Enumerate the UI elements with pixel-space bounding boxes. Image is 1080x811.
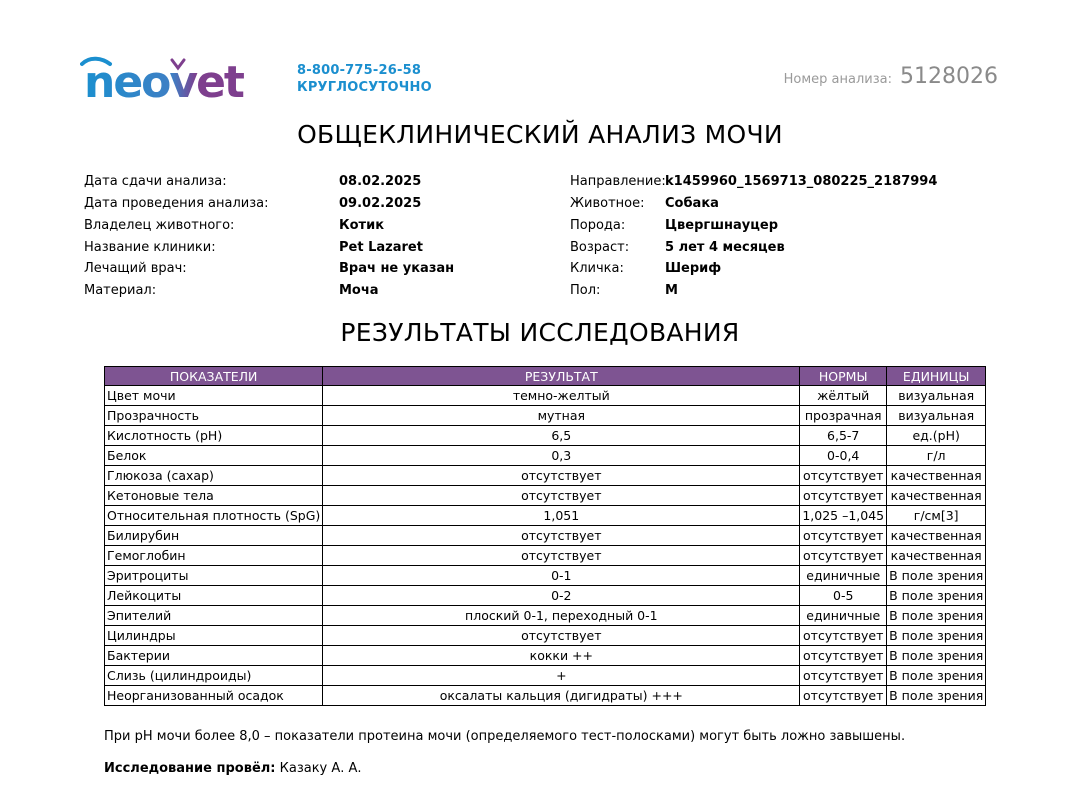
phone-number[interactable]: 8-800-775-26-58 bbox=[297, 63, 422, 78]
info-label: Дата проведения анализа: bbox=[84, 196, 269, 211]
indicator-cell: Неорганизованный осадок bbox=[105, 686, 323, 706]
indicator-cell: Слизь (цилиндроиды) bbox=[105, 666, 323, 686]
result-cell: 6,5 bbox=[323, 426, 800, 446]
info-label: Лечащий врач: bbox=[84, 261, 187, 276]
result-cell: 0-2 bbox=[323, 586, 800, 606]
result-cell: + bbox=[323, 666, 800, 686]
info-value: Шериф bbox=[665, 261, 722, 276]
analysis-number-value: 5128026 bbox=[900, 64, 998, 89]
table-row bbox=[105, 406, 986, 426]
norm-cell: отсутствует bbox=[800, 466, 887, 486]
norm-cell: жёлтый bbox=[800, 386, 887, 406]
unit-cell: качественная bbox=[887, 546, 986, 566]
info-value: 09.02.2025 bbox=[339, 196, 422, 211]
unit-cell: визуальная bbox=[887, 386, 986, 406]
info-value: Цвергшнауцер bbox=[665, 218, 778, 233]
table-row bbox=[105, 506, 986, 526]
info-value: М bbox=[665, 283, 678, 298]
info-value: k1459960_1569713_080225_2187994 bbox=[665, 174, 938, 189]
signature bbox=[104, 761, 362, 776]
unit-cell: В поле зрения bbox=[887, 666, 986, 686]
ph-note: При pH мочи более 8,0 – показатели протеина мочи (определяемого тест-полосками) могут быть ложно завышены. bbox=[104, 729, 906, 744]
info-label: Владелец животного: bbox=[84, 218, 235, 233]
result-cell: отсутствует bbox=[323, 626, 800, 646]
norm-cell: прозрачная bbox=[800, 406, 887, 426]
signature-label: Исследование провёл: bbox=[104, 761, 276, 776]
result-cell: 0-1 bbox=[323, 566, 800, 586]
unit-cell: качественная bbox=[887, 486, 986, 506]
indicator-cell: Глюкоза (сахар) bbox=[105, 466, 323, 486]
unit-cell: В поле зрения bbox=[887, 646, 986, 666]
table-row bbox=[105, 606, 986, 626]
column-header: РЕЗУЛЬТАТ bbox=[323, 367, 800, 386]
info-value: Врач не указан bbox=[339, 261, 455, 276]
column-header: ПОКАЗАТЕЛИ bbox=[105, 367, 323, 386]
info-label: Животное: bbox=[570, 196, 645, 211]
indicator-cell: Кетоновые тела bbox=[105, 486, 323, 506]
table-row bbox=[105, 626, 986, 646]
table-header-row bbox=[105, 367, 986, 386]
info-label: Дата сдачи анализа: bbox=[84, 174, 227, 189]
info-label: Возраст: bbox=[570, 240, 630, 255]
info-value: Котик bbox=[339, 218, 385, 233]
unit-cell: ед.(pH) bbox=[887, 426, 986, 446]
norm-cell: отсутствует bbox=[800, 546, 887, 566]
indicator-cell: Билирубин bbox=[105, 526, 323, 546]
table-row bbox=[105, 466, 986, 486]
analysis-number-label: Номер анализа: bbox=[783, 72, 893, 87]
info-label: Пол: bbox=[570, 283, 601, 298]
table-row bbox=[105, 426, 986, 446]
indicator-cell: Прозрачность bbox=[105, 406, 323, 426]
unit-cell: качественная bbox=[887, 526, 986, 546]
phone-block bbox=[297, 62, 432, 96]
info-label: Кличка: bbox=[570, 261, 624, 276]
unit-cell: В поле зрения bbox=[887, 626, 986, 646]
table-row bbox=[105, 486, 986, 506]
info-label: Направление: bbox=[570, 174, 666, 189]
indicator-cell: Лейкоциты bbox=[105, 586, 323, 606]
unit-cell: В поле зрения bbox=[887, 566, 986, 586]
unit-cell: визуальная bbox=[887, 406, 986, 426]
indicator-cell: Кислотность (pH) bbox=[105, 426, 323, 446]
result-cell: плоский 0-1, переходный 0-1 bbox=[323, 606, 800, 626]
indicator-cell: Относительная плотность (SpG) bbox=[105, 506, 323, 526]
norm-cell: отсутствует bbox=[800, 626, 887, 646]
norm-cell: отсутствует bbox=[800, 666, 887, 686]
norm-cell: 6,5-7 bbox=[800, 426, 887, 446]
svg-text:neovet: neovet bbox=[84, 57, 243, 102]
table-row bbox=[105, 586, 986, 606]
indicator-cell: Гемоглобин bbox=[105, 546, 323, 566]
indicator-cell: Цилиндры bbox=[105, 626, 323, 646]
unit-cell: В поле зрения bbox=[887, 606, 986, 626]
indicator-cell: Белок bbox=[105, 446, 323, 466]
unit-cell: г/л bbox=[887, 446, 986, 466]
result-cell: отсутствует bbox=[323, 466, 800, 486]
unit-cell: г/см[3] bbox=[887, 506, 986, 526]
indicator-cell: Бактерии bbox=[105, 646, 323, 666]
document-title: ОБЩЕКЛИНИЧЕСКИЙ АНАЛИЗ МОЧИ bbox=[297, 120, 783, 149]
info-label: Материал: bbox=[84, 283, 157, 298]
signature-name: Казаку А. А. bbox=[279, 761, 362, 776]
unit-cell: В поле зрения bbox=[887, 686, 986, 706]
result-cell: мутная bbox=[323, 406, 800, 426]
table-row bbox=[105, 646, 986, 666]
result-cell: отсутствует bbox=[323, 546, 800, 566]
results-table bbox=[104, 366, 986, 706]
result-cell: 1,051 bbox=[323, 506, 800, 526]
table-row bbox=[105, 526, 986, 546]
neovet-logo bbox=[80, 52, 252, 102]
norm-cell: отсутствует bbox=[800, 486, 887, 506]
info-value: 5 лет 4 месяцев bbox=[665, 240, 785, 255]
unit-cell: В поле зрения bbox=[887, 586, 986, 606]
column-header: ЕДИНИЦЫ bbox=[887, 367, 986, 386]
unit-cell: качественная bbox=[887, 466, 986, 486]
table-row bbox=[105, 546, 986, 566]
table-row bbox=[105, 566, 986, 586]
result-cell: оксалаты кальция (дигидраты) +++ bbox=[323, 686, 800, 706]
info-label: Порода: bbox=[570, 218, 626, 233]
table-row bbox=[105, 386, 986, 406]
indicator-cell: Эпителий bbox=[105, 606, 323, 626]
norm-cell: единичные bbox=[800, 606, 887, 626]
table-row bbox=[105, 686, 986, 706]
result-cell: отсутствует bbox=[323, 526, 800, 546]
norm-cell: 0-5 bbox=[800, 586, 887, 606]
phone-hours: КРУГЛОСУТОЧНО bbox=[297, 80, 432, 95]
info-value: Моча bbox=[339, 283, 379, 298]
table-row bbox=[105, 446, 986, 466]
indicator-cell: Эритроциты bbox=[105, 566, 323, 586]
results-title: РЕЗУЛЬТАТЫ ИССЛЕДОВАНИЯ bbox=[340, 318, 740, 347]
column-header: НОРМЫ bbox=[800, 367, 887, 386]
table-row bbox=[105, 666, 986, 686]
norm-cell: единичные bbox=[800, 566, 887, 586]
analysis-number bbox=[784, 64, 998, 89]
result-cell: кокки ++ bbox=[323, 646, 800, 666]
info-value: Собака bbox=[665, 196, 719, 211]
norm-cell: 1,025 –1,045 bbox=[800, 506, 887, 526]
info-value: Pet Lazaret bbox=[339, 240, 423, 255]
result-cell: 0,3 bbox=[323, 446, 800, 466]
info-value: 08.02.2025 bbox=[339, 174, 422, 189]
result-cell: отсутствует bbox=[323, 486, 800, 506]
result-cell: темно-желтый bbox=[323, 386, 800, 406]
norm-cell: отсутствует bbox=[800, 686, 887, 706]
norm-cell: отсутствует bbox=[800, 646, 887, 666]
norm-cell: отсутствует bbox=[800, 526, 887, 546]
info-label: Название клиники: bbox=[84, 240, 216, 255]
indicator-cell: Цвет мочи bbox=[105, 386, 323, 406]
norm-cell: 0-0,4 bbox=[800, 446, 887, 466]
